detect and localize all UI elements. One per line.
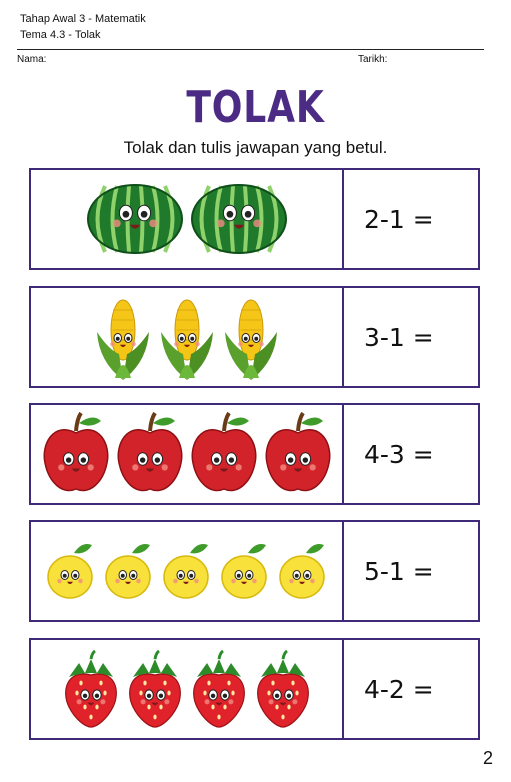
apple-icon — [263, 411, 333, 497]
corn-icon — [221, 292, 281, 382]
exercise-row-2 — [29, 286, 480, 388]
watermelon-icon — [189, 181, 289, 257]
apple-icon — [115, 411, 185, 497]
exercise-row-3 — [29, 403, 480, 505]
watermelon-icon — [85, 181, 185, 257]
page-title: TOLAK — [186, 82, 325, 133]
lemon-icon — [102, 539, 156, 603]
strawberry-icon — [189, 649, 249, 729]
header-divider — [17, 49, 484, 50]
strawberry-icon — [253, 649, 313, 729]
equation-3[interactable]: 4-3 = — [364, 439, 434, 469]
fruit-illustration-watermelon — [31, 170, 344, 268]
lemon-icon — [44, 539, 98, 603]
apple-icon — [189, 411, 259, 497]
lemon-icon — [276, 539, 330, 603]
fruit-illustration-lemon — [31, 522, 344, 620]
fruit-illustration-corn — [31, 288, 344, 386]
corn-icon — [93, 292, 153, 382]
lemon-icon — [160, 539, 214, 603]
apple-icon — [41, 411, 111, 497]
strawberry-icon — [61, 649, 121, 729]
equation-5[interactable]: 4-2 = — [364, 674, 434, 704]
instruction-text: Tolak dan tulis jawapan yang betul. — [123, 138, 388, 157]
equation-1[interactable]: 2-1 = — [364, 204, 434, 234]
equation-2[interactable]: 3-1 = — [364, 322, 434, 352]
header-subject: Tahap Awal 3 - Matematik — [20, 13, 146, 25]
page-number: 2 — [482, 748, 493, 768]
strawberry-icon — [125, 649, 185, 729]
name-label: Nama: — [17, 54, 47, 65]
exercise-row-5 — [29, 638, 480, 740]
lemon-icon — [218, 539, 272, 603]
exercise-row-4 — [29, 520, 480, 622]
header-theme: Tema 4.3 - Tolak — [20, 29, 101, 41]
fruit-illustration-apple — [31, 405, 344, 503]
date-label: Tarikh: — [358, 54, 388, 65]
equation-4[interactable]: 5-1 = — [364, 556, 434, 586]
corn-icon — [157, 292, 217, 382]
exercise-row-1 — [29, 168, 480, 270]
fruit-illustration-strawberry — [31, 640, 344, 738]
